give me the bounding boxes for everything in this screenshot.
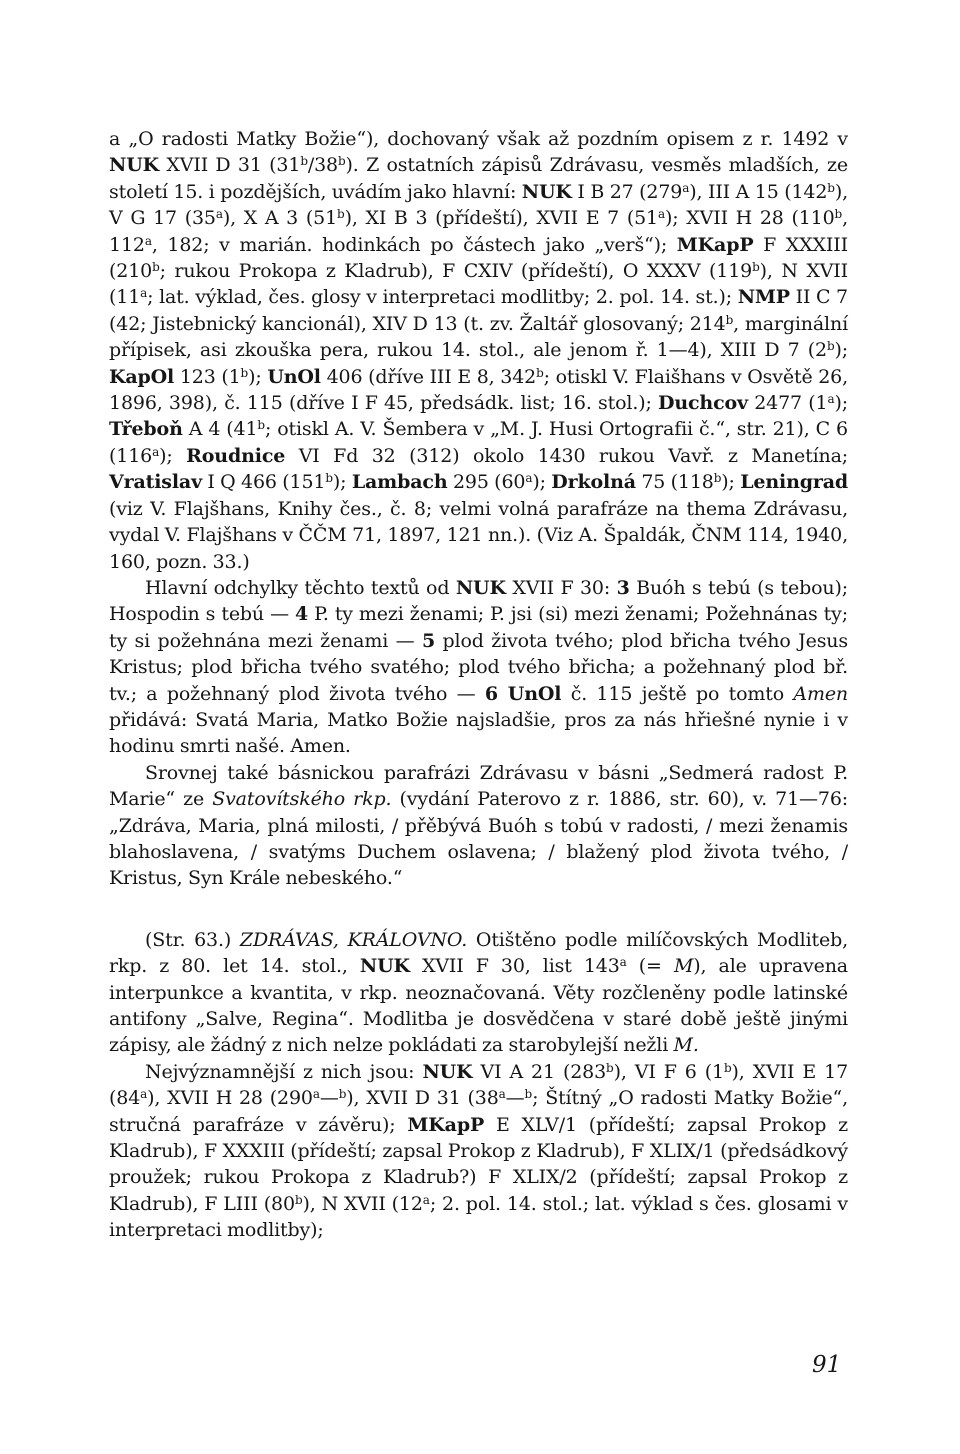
- text-run: ); XVII H 28 (110: [665, 207, 835, 230]
- text-run: VI A 21 (283: [472, 1060, 607, 1083]
- text-run: ), N XVII (11: [109, 260, 848, 309]
- bold-term: 4: [294, 603, 309, 626]
- superscript: a: [140, 286, 148, 301]
- superscript: a: [422, 1192, 430, 1207]
- bold-term: 3: [616, 576, 630, 599]
- superscript: a: [215, 207, 223, 222]
- section-gap: [109, 892, 848, 927]
- text-run: (Str. 63.): [145, 928, 240, 951]
- paragraph: [109, 1059, 848, 1244]
- text-run: Buóh s tebú (s tebou); Hospodin s tebú —: [109, 576, 848, 626]
- text-run: ), VI F 6 (1: [613, 1060, 724, 1083]
- text-run: );: [332, 471, 352, 494]
- bold-term: Drkolná: [551, 471, 636, 494]
- text-run: I Q 466 (151: [201, 471, 326, 494]
- text-run: , 112: [109, 207, 848, 256]
- text-run: );: [721, 471, 741, 494]
- text-run: XVII F 30:: [505, 576, 617, 599]
- text-run: ; rukou Prokopa z Kladrub), F CXIV (přídeští), O XXXV (119: [159, 260, 753, 283]
- text-run: ; Štítný „O radosti Matky Božie“, stručná parafráze v závěru);: [109, 1087, 849, 1136]
- superscript: b: [827, 180, 835, 195]
- superscript: b: [338, 154, 346, 169]
- text-run: plod života tvého; plod břicha tvého Jesus Kristus; plod břicha tvého svatého; plod tvého břicha; a požehnaný plod bř. tv.; a požehnaný plod života tvého —: [109, 629, 848, 705]
- bold-term: Roudnice: [186, 444, 286, 467]
- text-run: ), XVII H 28 (290: [147, 1087, 313, 1110]
- text-run: (=: [626, 955, 674, 978]
- text-run: ), XI B 3 (přídeští), XVII E 7 (51: [344, 207, 658, 230]
- superscript: b: [294, 1192, 303, 1207]
- bold-term: NUK: [109, 154, 160, 177]
- text-run: 75 (118: [635, 471, 714, 494]
- text-run: , 182; v marián. hodinkách po částech jako „verš“);: [151, 233, 677, 256]
- superscript: a: [827, 392, 835, 407]
- text-run: );: [834, 339, 848, 362]
- superscript: a: [525, 471, 533, 486]
- superscript: a: [144, 233, 152, 248]
- text-run: (vydání Paterovo z r. 1886, str. 60), v. 71—76: „Zdráva, Maria, plná milosti, / přěbývá Buóh s tobú v radosti, / mezi ženamis blahoslavena, / svatýms Duchem oslavena; / blažený plod života tvého, / Kristus, Syn Krále nebeského.“: [109, 788, 849, 890]
- text-run: —: [319, 1087, 339, 1110]
- text-run: č. 115 ještě po tomto: [561, 682, 794, 705]
- text-run: I B 27 (279: [571, 180, 683, 203]
- text-run: );: [532, 471, 552, 494]
- superscript: b: [834, 207, 843, 222]
- text-run: ; otiskl A. V. Šembera v „M. J. Husi Ortografii č.“, str. 21), C 6 (116: [109, 418, 848, 467]
- superscript: a: [498, 1087, 506, 1102]
- italic-term: M: [673, 955, 694, 978]
- superscript: a: [140, 1087, 148, 1102]
- text-run: Otištěno podle milíčovských Modliteb, rkp. z 80. let 14. stol.,: [109, 928, 848, 978]
- bold-term: NUK: [455, 576, 506, 599]
- superscript: b: [524, 1087, 533, 1102]
- text-run: ), N XVII (12: [302, 1192, 423, 1215]
- text-run: Hlavní odchylky těchto textů od: [145, 576, 456, 599]
- superscript: b: [337, 207, 345, 222]
- text-run: ), III A 15 (142: [689, 180, 828, 203]
- superscript: b: [536, 365, 544, 380]
- text-run: a „O radosti Matky Božie“), dochovaný však až pozdním opisem z r. 1492 v: [109, 128, 848, 150]
- bold-term: KapOl: [109, 365, 175, 388]
- superscript: a: [152, 444, 160, 459]
- text-run: /38: [307, 154, 338, 177]
- text-run: );: [159, 444, 187, 467]
- bold-term: Vratislav: [109, 471, 202, 494]
- bold-term: Leningrad: [740, 471, 849, 494]
- text-run: ), V G 17 (35: [109, 180, 848, 230]
- text-run: 406 (dříve III E 8, 342: [320, 365, 537, 388]
- text-run: ; otiskl V. Flaišhans v Osvětě 26, 1896, 398), č. 115 (dříve I F 45, předsádk. list; 16. stol.);: [109, 365, 849, 415]
- bold-term: NMP: [737, 286, 790, 309]
- text-run: ). Z ostatních zápisů Zdrávasu, vesměs mladších, ze století 15. i pozdějších, uvádím jako hlavní:: [109, 154, 848, 203]
- text-run: Nejvýznamnější z nich jsou:: [145, 1060, 423, 1083]
- superscript: b: [713, 471, 722, 486]
- text-run: ; lat. výklad, čes. glosy v interpretaci modlitby; 2. pol. 14. st.);: [147, 286, 738, 309]
- superscript: a: [682, 180, 690, 195]
- bold-term: Třeboň: [109, 418, 183, 441]
- text-run: VI Fd 32 (312) okolo 1430 rukou Vavř. z Manetína;: [285, 444, 849, 467]
- text-run: ), XVII E 17 (84: [109, 1060, 849, 1110]
- superscript: b: [325, 471, 333, 486]
- text-run: II C 7 (42; Jistebnický kancionál), XIV D 13 (t. zv. Žaltář glosovaný; 214: [109, 286, 848, 335]
- italic-term: ZDRÁVAS, KRÁLOVNO.: [239, 928, 468, 951]
- italic-term: Amen: [793, 682, 849, 705]
- bold-term: Lambach: [351, 471, 448, 494]
- page-number: 91: [812, 1352, 842, 1378]
- superscript: b: [752, 260, 760, 275]
- text-run: );: [248, 365, 268, 388]
- bold-term: MKapP: [676, 233, 754, 256]
- bold-term: NUK: [359, 955, 410, 978]
- superscript: a: [619, 955, 627, 970]
- superscript: b: [152, 260, 160, 275]
- bold-term: 6 UnOl: [484, 682, 562, 705]
- bold-term: MKapP: [407, 1113, 485, 1136]
- text-run: P. ty mezi ženami; P. jsi (si) mezi ženami; Požehnánas ty; ty si požehnána mezi ženami —: [109, 603, 848, 652]
- text-run: ), ale upravena interpunkce a kvantita, v rkp. neoznačovaná. Věty rozčleněny podle latinské antifony „Salve, Regina“. Modlitba je dosvědčena v staré době ještě jinými zápisy, ale žádný z nich nelze pokládati za starobylejší nežli: [109, 955, 848, 1057]
- bold-term: NUK: [422, 1060, 473, 1083]
- superscript: b: [240, 365, 249, 380]
- text-run: 123 (1: [174, 365, 241, 388]
- text-run: XVII D 31 (31: [159, 154, 301, 177]
- paragraph: [109, 575, 848, 760]
- paragraph: [109, 927, 848, 1059]
- text-run: );: [834, 392, 848, 415]
- paragraph: [109, 126, 848, 575]
- superscript: b: [723, 1060, 732, 1075]
- text-run: 295 (60: [447, 471, 526, 494]
- superscript: b: [826, 339, 835, 354]
- paragraph: [109, 760, 848, 892]
- superscript: b: [606, 1060, 614, 1075]
- page-body: [109, 126, 848, 1244]
- text-run: XVII F 30, list 143: [409, 955, 620, 978]
- italic-term: M.: [673, 1034, 699, 1057]
- bold-term: 5: [421, 629, 436, 652]
- text-run: ; 2. pol. 14. stol.; lat. výklad s čes. glosami v interpretaci modlitby);: [109, 1192, 848, 1242]
- text-run: E XLV/1 (přídeští; zapsal Prokop z Kladrub), F XXXIII (přídeští; zapsal Prokop z Kladrub), F XLIX/1 (předsádkový proužek; rukou Prokopa z Kladrub?) F XLIX/2 (přídeští; zapsal Prokop z Kladrub), F LIII (80: [109, 1113, 848, 1215]
- text-run: (viz V. Flajšhans, Knihy čes., č. 8; velmi volná parafráze na thema Zdrávasu, vydal V. Flajšhans v ČČM 71, 1897, 121 nn.). (Viz A. Špaldák, ČNM 114, 1940, 160, pozn. 33.): [109, 497, 848, 573]
- bold-term: NUK: [521, 180, 572, 203]
- superscript: b: [338, 1087, 347, 1102]
- text-run: , marginální přípisek, asi zkouška pera, rukou 14. stol., ale jenom ř. 1—4), XIII D 7 (2: [109, 312, 848, 362]
- text-run: —: [505, 1087, 525, 1110]
- text-run: F XXXIII (210: [109, 233, 848, 283]
- bold-term: Duchcov: [658, 392, 748, 415]
- text-run: A 4 (41: [182, 418, 258, 441]
- bold-term: UnOl: [267, 365, 321, 388]
- superscript: b: [725, 312, 734, 327]
- text-run: 2477 (1: [747, 392, 828, 415]
- italic-term: Svatovítského rkp.: [212, 788, 392, 811]
- superscript: b: [257, 418, 265, 433]
- text-run: ), XVII D 31 (38: [346, 1087, 499, 1110]
- superscript: a: [312, 1087, 320, 1102]
- text-run: přidává: Svatá Maria, Matko Božie najsladšie, pros za nás hřiešné nynie i v hodinu smrti našé. Amen.: [109, 708, 848, 758]
- superscript: b: [300, 154, 308, 169]
- text-run: Srovnej také básnickou parafrázi Zdrávasu v básni „Sedmerá radost P. Marie“ ze: [109, 761, 848, 811]
- superscript: a: [658, 207, 666, 222]
- text-run: ), X A 3 (51: [222, 207, 338, 230]
